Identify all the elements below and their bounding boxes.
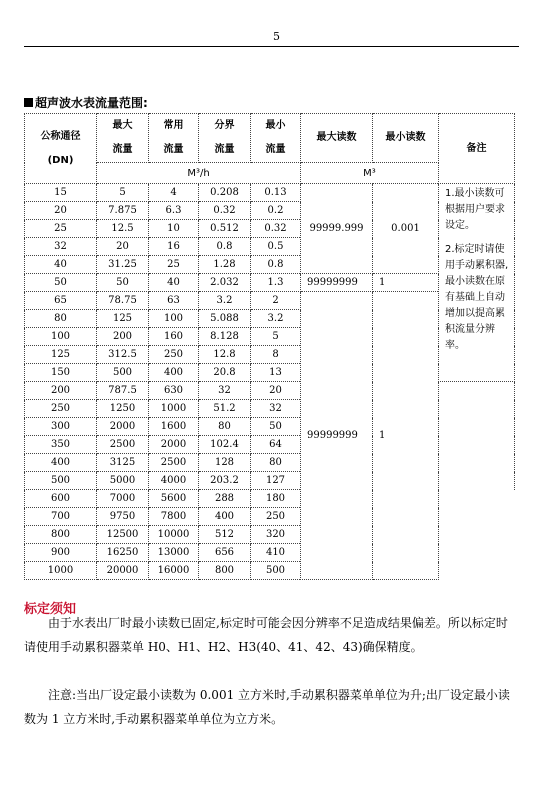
cell-max: 2000: [97, 418, 149, 436]
section-heading: [24, 94, 148, 111]
cell-min: 500: [251, 562, 301, 580]
header-min-reading: 最小读数: [373, 114, 439, 163]
cell-max: 78.75: [97, 292, 149, 310]
cell-dn: 150: [25, 364, 97, 382]
cell-boundary: 80: [199, 418, 251, 436]
header-max-flow-l2: 流量: [112, 144, 133, 155]
remarks-cell: [439, 184, 515, 382]
cell-max: 500: [97, 364, 149, 382]
calibration-title: 标定须知: [24, 602, 77, 617]
cell-min: 0.5: [251, 238, 301, 256]
cell-dn: 65: [25, 292, 97, 310]
cell-min: 64: [251, 436, 301, 454]
cell-max: 200: [97, 328, 149, 346]
header-dn-line2: (DN): [47, 154, 74, 166]
cell-min: 2: [251, 292, 301, 310]
cell-min: 0.32: [251, 220, 301, 238]
header-common-flow-l1: 常用: [163, 120, 184, 131]
header-boundary-flow-l1: 分界: [214, 120, 235, 131]
cell-max: 20000: [97, 562, 149, 580]
cell-dn: 600: [25, 490, 97, 508]
cell-dn: 250: [25, 400, 97, 418]
cell-min: 1.3: [251, 274, 301, 292]
cell-dn: 500: [25, 472, 97, 490]
cell-dn: 200: [25, 382, 97, 400]
cell-common: 6.3: [149, 202, 199, 220]
cell-dn: 20: [25, 202, 97, 220]
cell-common: 5600: [149, 490, 199, 508]
cell-boundary: 800: [199, 562, 251, 580]
cell-boundary: 32: [199, 382, 251, 400]
table-row: [25, 184, 515, 202]
cell-dn: 700: [25, 508, 97, 526]
cell-boundary: 20.8: [199, 364, 251, 382]
cell-min: 0.2: [251, 202, 301, 220]
cell-dn: 300: [25, 418, 97, 436]
remark-note-2: 2.标定时请使用手动累积器,最小读数在原有基础上自动增加以提高累积流量分辨率。: [445, 244, 509, 351]
cell-max: 50: [97, 274, 149, 292]
cell-dn: 400: [25, 454, 97, 472]
cell-boundary: 0.208: [199, 184, 251, 202]
cell-common: 16000: [149, 562, 199, 580]
table-body: [25, 184, 515, 580]
cell-max: 12.5: [97, 220, 149, 238]
cell-max: 787.5: [97, 382, 149, 400]
header-rule: [24, 46, 519, 47]
cell-dn: 25: [25, 220, 97, 238]
cell-max: 125: [97, 310, 149, 328]
cell-max: 20: [97, 238, 149, 256]
cell-min: 0.13: [251, 184, 301, 202]
cell-boundary: 2.032: [199, 274, 251, 292]
cell-dn: 800: [25, 526, 97, 544]
cell-common: 7800: [149, 508, 199, 526]
cell-max-reading: 99999999: [301, 292, 373, 580]
cell-max: 16250: [97, 544, 149, 562]
cell-common: 630: [149, 382, 199, 400]
cell-common: 250: [149, 346, 199, 364]
table-row: [25, 472, 515, 490]
cell-min: 3.2: [251, 310, 301, 328]
cell-common: 160: [149, 328, 199, 346]
cell-min: 32: [251, 400, 301, 418]
cell-common: 400: [149, 364, 199, 382]
cell-common: 2000: [149, 436, 199, 454]
cell-min: 320: [251, 526, 301, 544]
cell-min: 13: [251, 364, 301, 382]
cell-boundary: 5.088: [199, 310, 251, 328]
cell-min: 80: [251, 454, 301, 472]
cell-boundary: 0.512: [199, 220, 251, 238]
cell-min: 8: [251, 346, 301, 364]
table-row: [25, 400, 515, 418]
table-row: [25, 562, 515, 580]
flow-range-table: [24, 113, 515, 580]
cell-dn: 125: [25, 346, 97, 364]
cell-boundary: 512: [199, 526, 251, 544]
cell-common: 16: [149, 238, 199, 256]
cell-boundary: 0.8: [199, 238, 251, 256]
cell-common: 100: [149, 310, 199, 328]
header-remarks: 备注: [439, 114, 515, 184]
cell-common: 1600: [149, 418, 199, 436]
remark-note-1: 1.最小读数可根据用户要求设定。: [445, 188, 505, 231]
cell-min-reading: 0.001: [373, 184, 439, 274]
header-common-flow: [149, 114, 199, 163]
page-number: 5: [273, 30, 280, 43]
cell-dn: 100: [25, 328, 97, 346]
section-heading-text: 超声波水表流量范围:: [35, 96, 148, 110]
cell-max: 3125: [97, 454, 149, 472]
cell-common: 2500: [149, 454, 199, 472]
cell-max: 5000: [97, 472, 149, 490]
table-row: [25, 418, 515, 436]
header-max-reading: 最大读数: [301, 114, 373, 163]
cell-dn: 1000: [25, 562, 97, 580]
cell-common: 25: [149, 256, 199, 274]
cell-common: 4: [149, 184, 199, 202]
header-boundary-flow: [199, 114, 251, 163]
cell-boundary: 203.2: [199, 472, 251, 490]
cell-common: 40: [149, 274, 199, 292]
cell-max: 312.5: [97, 346, 149, 364]
cell-boundary: 288: [199, 490, 251, 508]
cell-max: 12500: [97, 526, 149, 544]
table-row: [25, 544, 515, 562]
cell-max: 2500: [97, 436, 149, 454]
table-row: [25, 508, 515, 526]
calibration-paragraph-1: 由于水表出厂时最小读数已固定,标定时可能会因分辨率不足造成结果偏差。所以标定时请使用手动累积器菜单 H0、H1、H2、H3(40、41、42、43)确保精度。: [24, 616, 508, 654]
cell-dn: 50: [25, 274, 97, 292]
header-boundary-flow-l2: 流量: [214, 144, 235, 155]
cell-max: 7000: [97, 490, 149, 508]
cell-min: 180: [251, 490, 301, 508]
cell-boundary: 102.4: [199, 436, 251, 454]
header-common-flow-l2: 流量: [163, 144, 184, 155]
cell-dn: 900: [25, 544, 97, 562]
cell-boundary: 8.128: [199, 328, 251, 346]
header-min-flow-l2: 流量: [265, 144, 286, 155]
cell-min: 250: [251, 508, 301, 526]
cell-min-reading: 1: [373, 292, 439, 580]
cell-boundary: 12.8: [199, 346, 251, 364]
cell-dn: 15: [25, 184, 97, 202]
table-header-row: [25, 114, 515, 163]
cell-min: 410: [251, 544, 301, 562]
cell-max: 5: [97, 184, 149, 202]
header-dn-line1: 公称通径: [40, 130, 81, 142]
cell-common: 1000: [149, 400, 199, 418]
cell-dn: 32: [25, 238, 97, 256]
cell-boundary: 51.2: [199, 400, 251, 418]
cell-boundary: 656: [199, 544, 251, 562]
table-row: [25, 490, 515, 508]
reading-unit: M³: [301, 163, 439, 184]
table-row: [25, 382, 515, 400]
cell-min-reading: 1: [373, 274, 439, 292]
cell-boundary: 0.32: [199, 202, 251, 220]
cell-min: 20: [251, 382, 301, 400]
cell-max: 7.875: [97, 202, 149, 220]
cell-max-reading: 99999999: [301, 274, 373, 292]
cell-common: 4000: [149, 472, 199, 490]
cell-min: 50: [251, 418, 301, 436]
cell-common: 13000: [149, 544, 199, 562]
flow-unit: M³/h: [97, 163, 301, 184]
cell-boundary: 128: [199, 454, 251, 472]
cell-dn: 80: [25, 310, 97, 328]
cell-boundary: 3.2: [199, 292, 251, 310]
cell-boundary: 400: [199, 508, 251, 526]
cell-common: 10000: [149, 526, 199, 544]
square-bullet-icon: [24, 98, 33, 107]
cell-dn: 350: [25, 436, 97, 454]
cell-dn: 40: [25, 256, 97, 274]
cell-max: 9750: [97, 508, 149, 526]
header-max-flow: [97, 114, 149, 163]
cell-max: 1250: [97, 400, 149, 418]
table-row: [25, 526, 515, 544]
header-min-flow-l1: 最小: [265, 120, 286, 131]
cell-common: 10: [149, 220, 199, 238]
header-min-flow: [251, 114, 301, 163]
cell-max: 31.25: [97, 256, 149, 274]
header-max-flow-l1: 最大: [112, 120, 133, 131]
cell-boundary: 1.28: [199, 256, 251, 274]
header-nominal-diameter: [25, 114, 97, 184]
cell-min: 5: [251, 328, 301, 346]
cell-max-reading: 99999.999: [301, 184, 373, 274]
cell-common: 63: [149, 292, 199, 310]
cell-min: 0.8: [251, 256, 301, 274]
calibration-paragraph-2: 注意:当出厂设定最小读数为 0.001 立方米时,手动累积器菜单单位为升;出厂设定最小读数为 1 立方米时,手动累积器菜单单位为立方米。: [24, 688, 510, 726]
table-row: [25, 436, 515, 454]
cell-min: 127: [251, 472, 301, 490]
table-row: [25, 454, 515, 472]
